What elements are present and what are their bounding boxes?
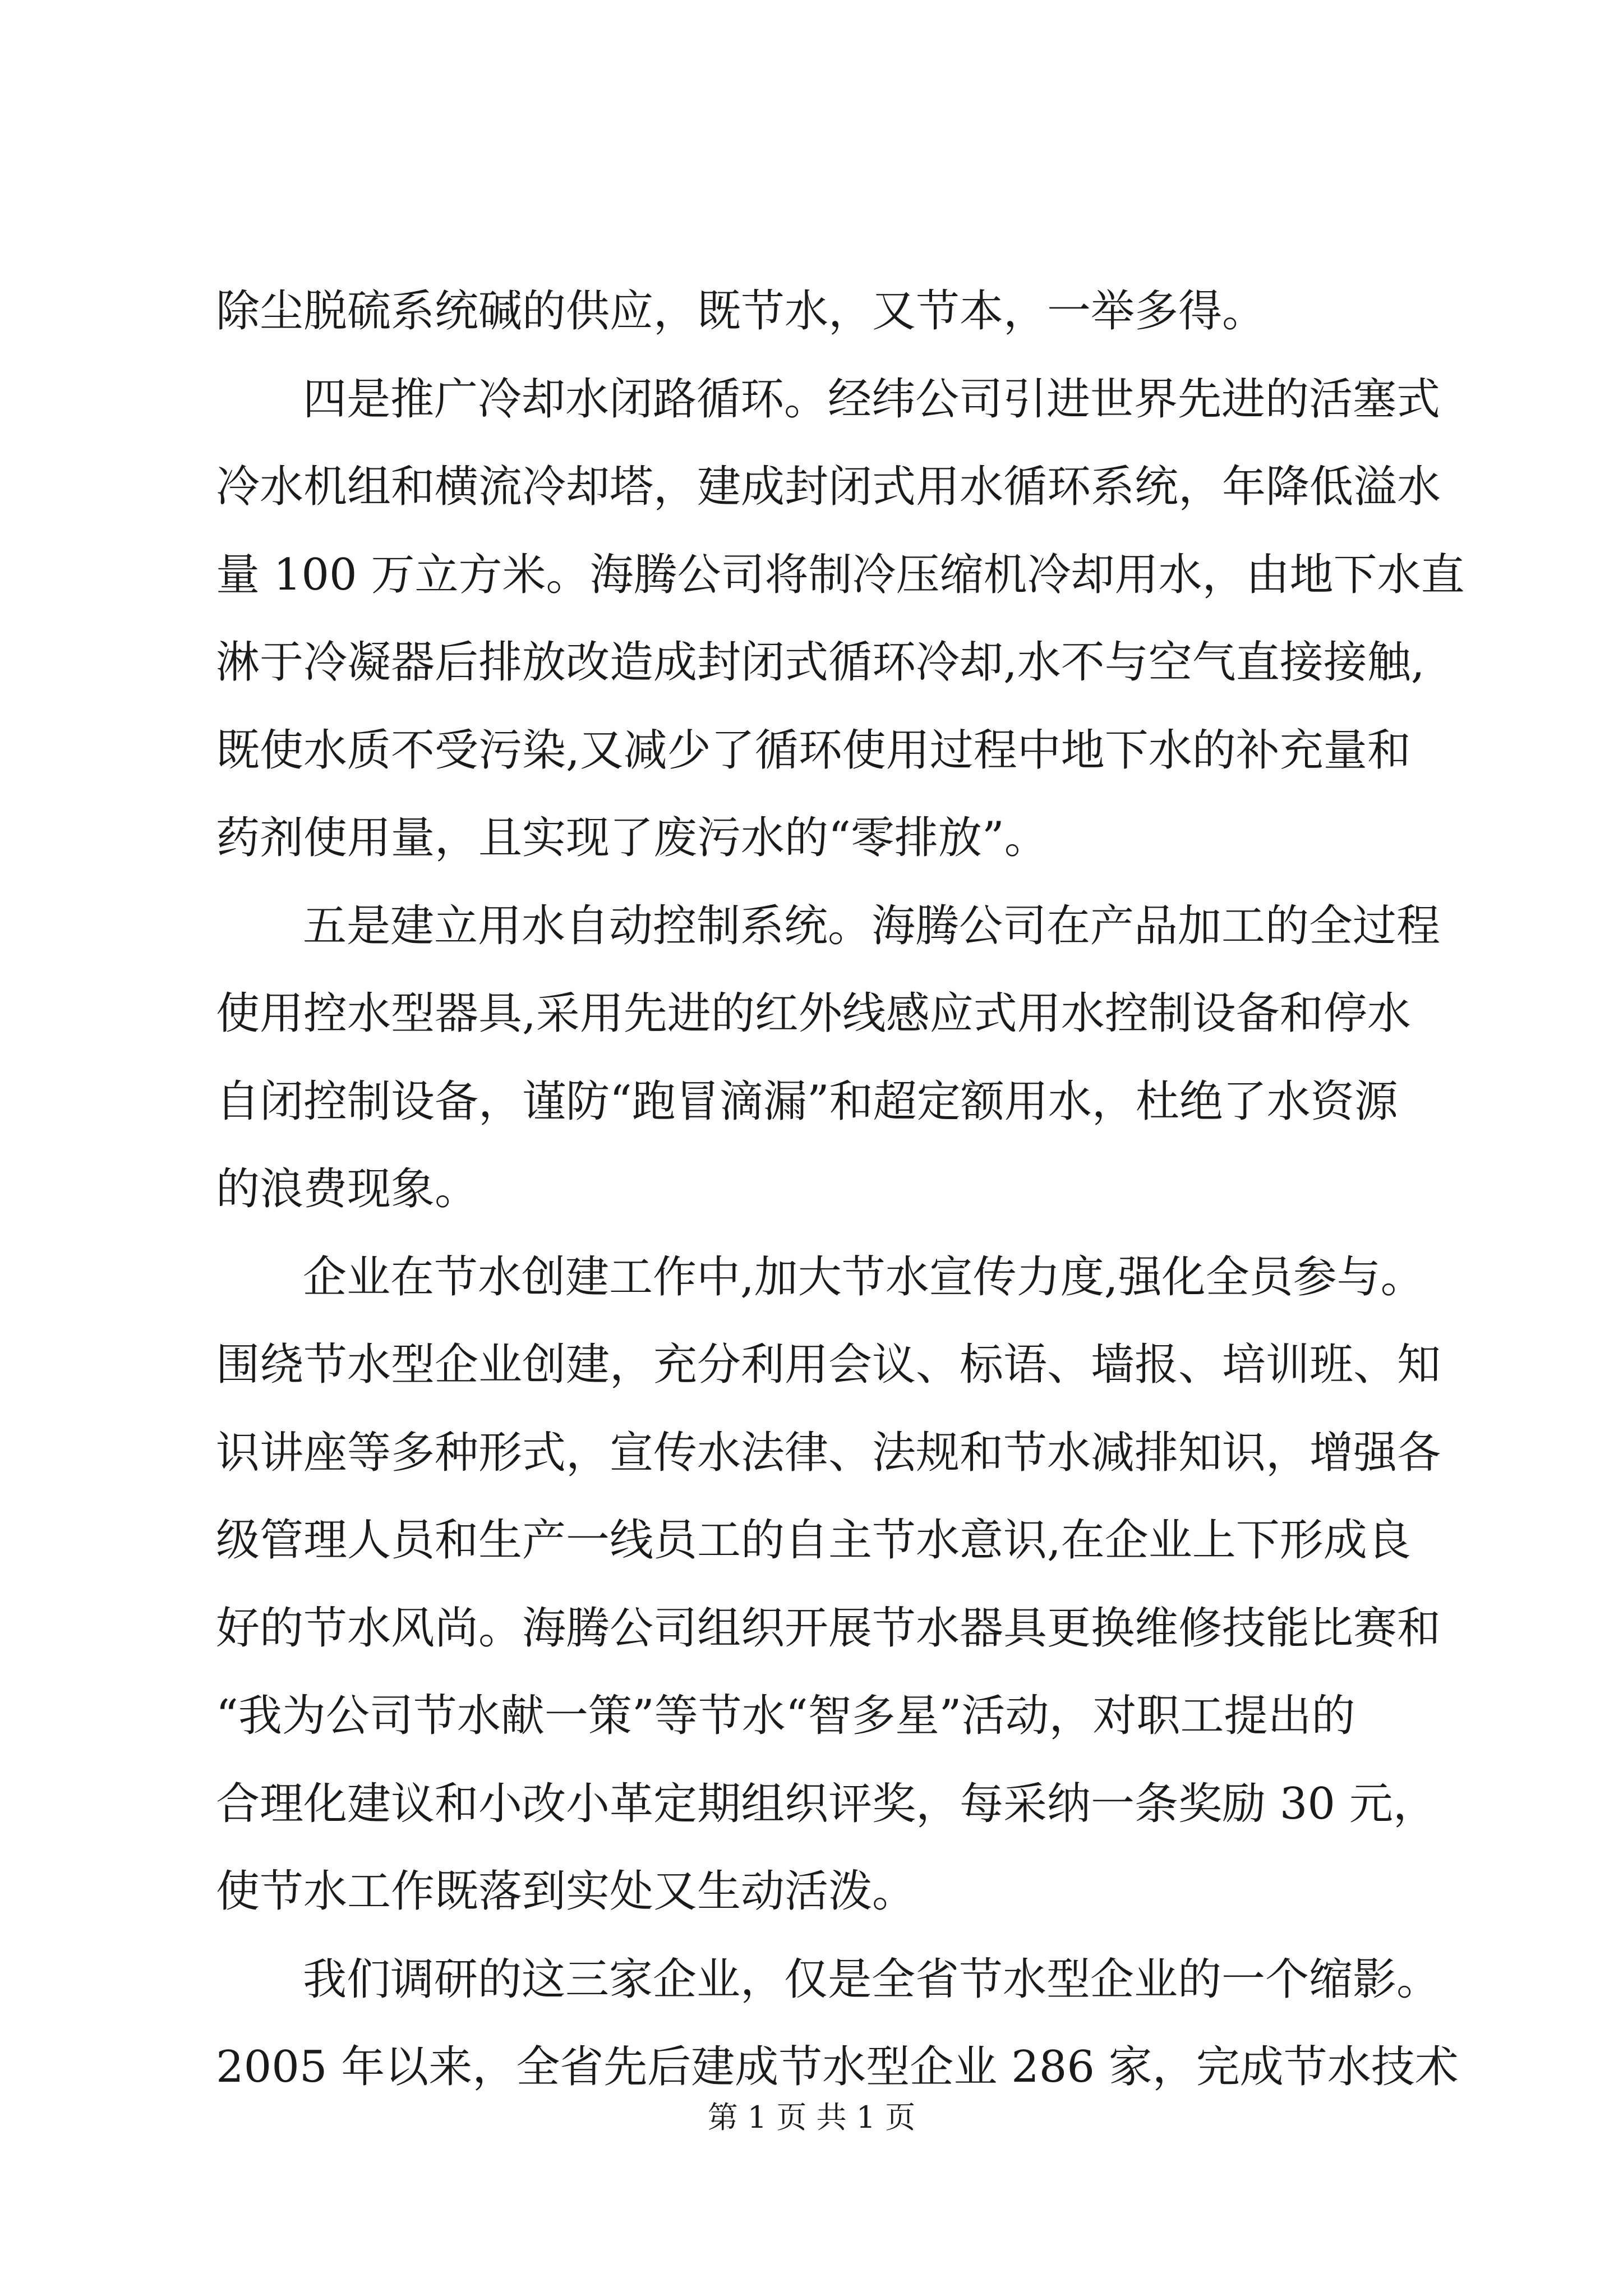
text-line-5: 淋于冷凝器后排放改造成封闭式循环冷却,水不与空气直接接触,: [216, 637, 1425, 688]
text-line-7: 药剂使用量，且实现了废污水的“零排放”。: [216, 813, 1048, 863]
page-number-footer: 第 1 页 共 1 页: [707, 2100, 916, 2135]
text-line-16: 好的节水风尚。海腾公司组织开展节水器具更换维修技能比赛和: [216, 1603, 1441, 1654]
text-line-20: 我们调研的这三家企业，仅是全省节水型企业的一个缩影。: [303, 1954, 1441, 2005]
text-line-17: “我为公司节水献一策”等节水“智多星”活动，对职工提出的: [216, 1691, 1355, 1741]
text-line-4: 量 100 万立方米。海腾公司将制冷压缩机冷却用水，由地下水直: [216, 550, 1465, 600]
text-line-11: 的浪费现象。: [216, 1164, 479, 1214]
text-line-3: 冷水机组和横流冷却塔，建成封闭式用水循环系统，年降低溢水: [216, 462, 1441, 512]
text-line-14: 识讲座等多种形式，宣传水法律、法规和节水减排知识，增强各: [216, 1428, 1441, 1478]
text-line-9: 使用控水型器具,采用先进的红外线感应式用水控制设备和停水: [216, 988, 1411, 1039]
text-line-8: 五是建立用水自动控制系统。海腾公司在产品加工的全过程: [303, 901, 1441, 951]
text-line-19: 使节水工作既落到实处又生动活泼。: [216, 1866, 916, 1917]
text-line-13: 围绕节水型企业创建，充分利用会议、标语、墙报、培训班、知: [216, 1340, 1441, 1390]
text-line-6: 既使水质不受污染,又减少了循环使用过程中地下水的补充量和: [216, 725, 1411, 776]
text-line-15: 级管理人员和生产一线员工的自主节水意识,在企业上下形成良: [216, 1515, 1411, 1566]
text-line-1: 除尘脱硫系统碱的供应，既节水，又节本，一举多得。: [216, 286, 1266, 337]
text-line-12: 企业在节水创建工作中,加大节水宣传力度,强化全员参与。: [303, 1252, 1424, 1303]
text-line-10: 自闭控制设备，谨防“跑冒滴漏”和超定额用水，杜绝了水资源: [216, 1076, 1398, 1127]
text-line-21: 2005 年以来，全省先后建成节水型企业 286 家，完成节水技术: [216, 2042, 1459, 2092]
text-line-2: 四是推广冷却水闭路循环。经纬公司引进世界先进的活塞式: [303, 374, 1441, 425]
text-line-18: 合理化建议和小改小革定期组织评奖，每采纳一条奖励 30 元，: [216, 1779, 1437, 1829]
